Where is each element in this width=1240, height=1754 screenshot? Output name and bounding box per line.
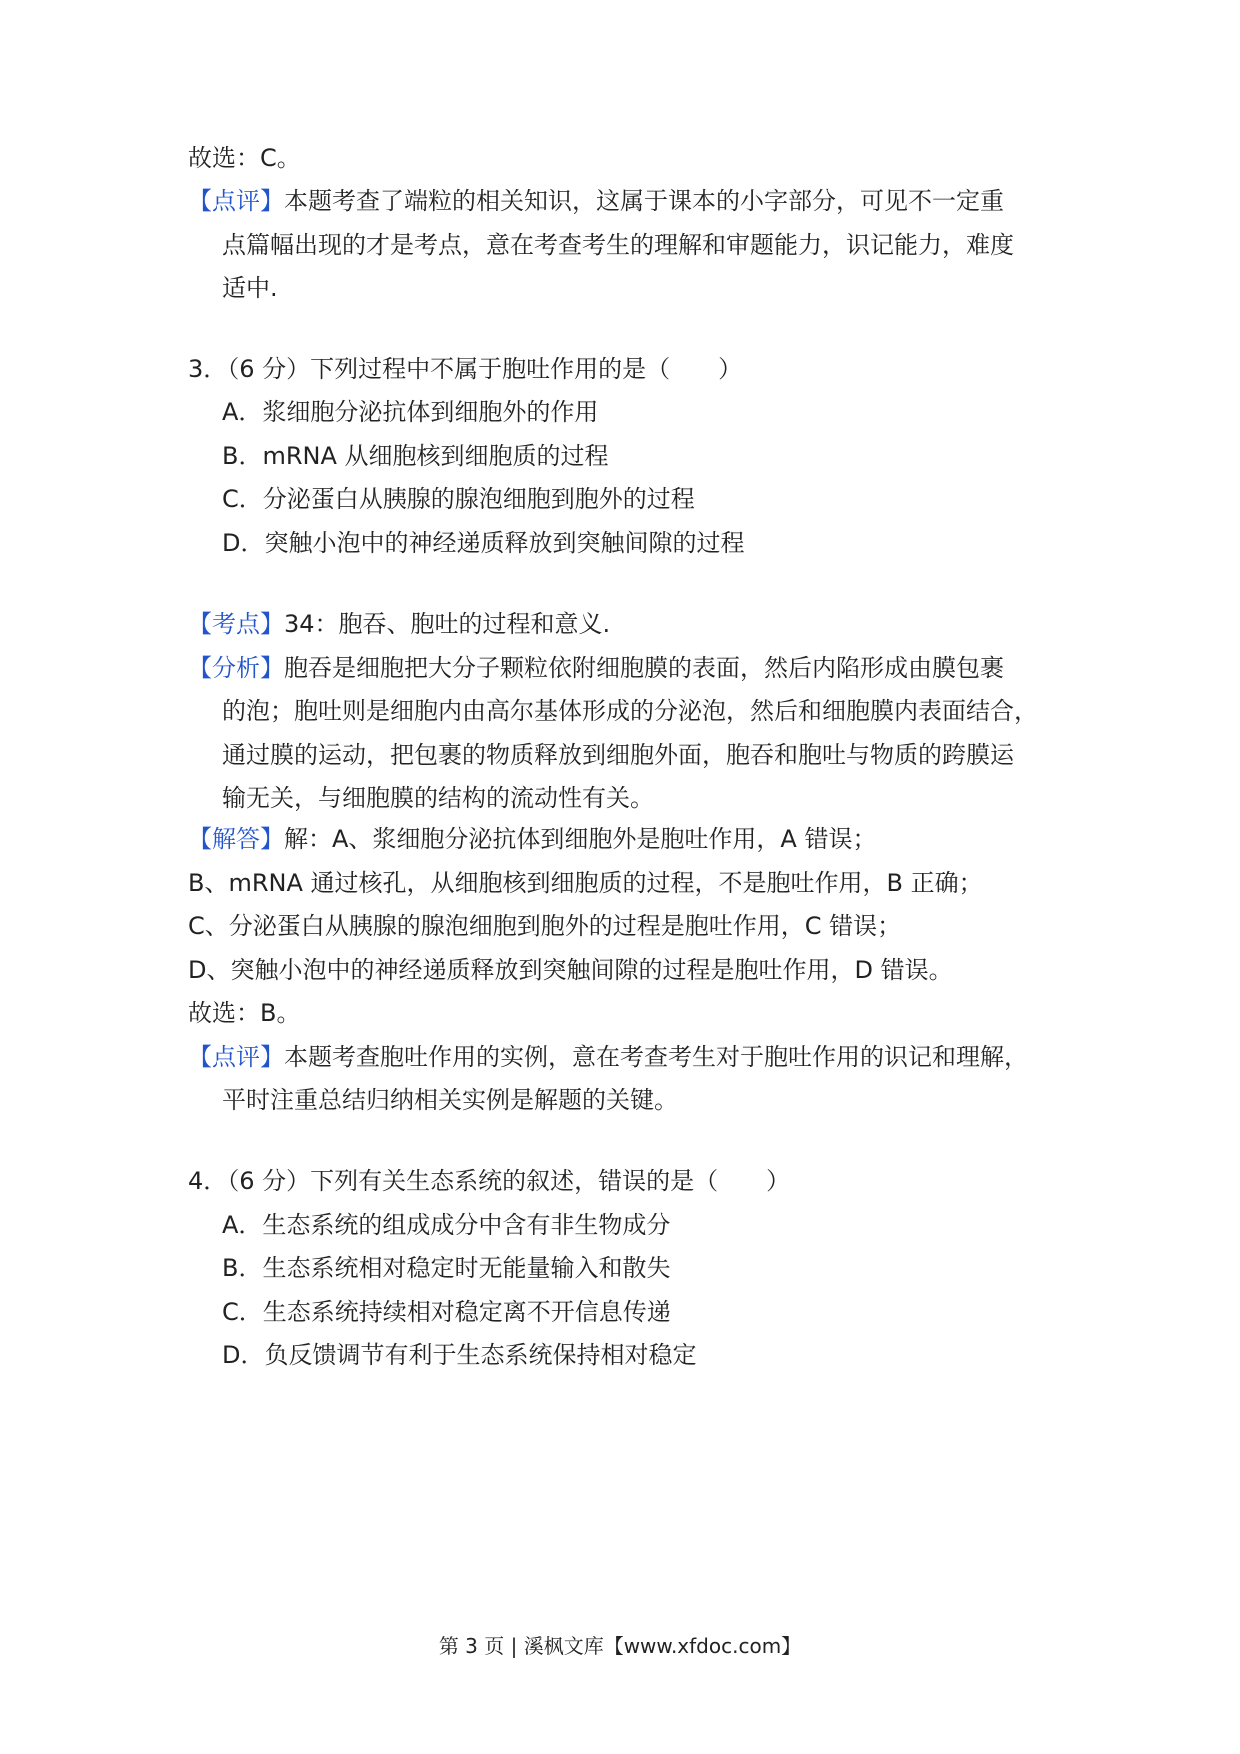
- solution-text: 解：A、浆细胞分泌抗体到细胞外是胞吐作用，A 错误；: [284, 825, 877, 853]
- answer-line: 故选：C。: [188, 144, 301, 172]
- q3-solution-line-2: B、mRNA 通过核孔，从细胞核到细胞质的过程，不是胞吐作用，B 正确；: [188, 869, 983, 897]
- q3-analysis-line-4: 输无关，与细胞膜的结构的流动性有关。: [222, 784, 654, 812]
- point-tag: 【考点】: [188, 610, 284, 638]
- q4-option-b: B．生态系统相对稳定时无能量输入和散失: [222, 1254, 671, 1282]
- page-footer: 第 3 页 | 溪枫文库【www.xfdoc.com】: [438, 1634, 802, 1658]
- point-text: 34：胞吞、胞吐的过程和意义.: [284, 610, 611, 638]
- comment-line-3: 适中.: [222, 274, 278, 302]
- analysis-text: 胞吞是细胞把大分子颗粒依附细胞膜的表面，然后内陷形成由膜包裹: [284, 654, 1004, 682]
- q3-option-d: D．突触小泡中的神经递质释放到突触间隙的过程: [222, 529, 745, 557]
- comment-text: 本题考查胞吐作用的实例，意在考查考生对于胞吐作用的识记和理解，: [284, 1043, 1028, 1071]
- question-4-stem: 4．（6 分）下列有关生态系统的叙述，错误的是（ ）: [188, 1167, 791, 1195]
- q3-option-a: A．浆细胞分泌抗体到细胞外的作用: [222, 398, 599, 426]
- q4-option-c: C．生态系统持续相对稳定离不开信息传递: [222, 1298, 671, 1326]
- solution-tag: 【解答】: [188, 825, 284, 853]
- q4-option-d: D．负反馈调节有利于生态系统保持相对稳定: [222, 1341, 697, 1369]
- q3-point-line: [188, 607, 610, 641]
- q3-answer-line: 故选：B。: [188, 999, 301, 1027]
- q3-option-b: B．mRNA 从细胞核到细胞质的过程: [222, 442, 609, 470]
- q3-analysis-line-1: [188, 651, 1004, 685]
- q3-option-c: C．分泌蛋白从胰腺的腺泡细胞到胞外的过程: [222, 485, 695, 513]
- q3-analysis-line-2: 的泡；胞吐则是细胞内由高尔基体形成的分泌泡，然后和细胞膜内表面结合，: [222, 697, 1038, 725]
- q3-analysis-line-3: 通过膜的运动，把包裹的物质释放到细胞外面，胞吞和胞吐与物质的跨膜运: [222, 741, 1014, 769]
- comment-text: 本题考查了端粒的相关知识，这属于课本的小字部分，可见不一定重: [284, 187, 1004, 215]
- comment-tag: 【点评】: [188, 187, 284, 215]
- q3-solution-line-4: D、突触小泡中的神经递质释放到突触间隙的过程是胞吐作用，D 错误。: [188, 956, 953, 984]
- q3-comment-line-2: 平时注重总结归纳相关实例是解题的关键。: [222, 1086, 678, 1114]
- q3-solution-line-1: [188, 822, 876, 856]
- q3-solution-line-3: C、分泌蛋白从胰腺的腺泡细胞到胞外的过程是胞吐作用，C 错误；: [188, 912, 902, 940]
- analysis-tag: 【分析】: [188, 654, 284, 682]
- question-3-stem: 3．（6 分）下列过程中不属于胞吐作用的是（ ）: [188, 355, 743, 383]
- q4-option-a: A．生态系统的组成成分中含有非生物成分: [222, 1211, 671, 1239]
- q3-comment-line-1: [188, 1040, 1028, 1074]
- comment-line-1: [188, 184, 1004, 218]
- comment-tag: 【点评】: [188, 1043, 284, 1071]
- comment-line-2: 点篇幅出现的才是考点，意在考查考生的理解和审题能力，识记能力，难度: [222, 231, 1014, 259]
